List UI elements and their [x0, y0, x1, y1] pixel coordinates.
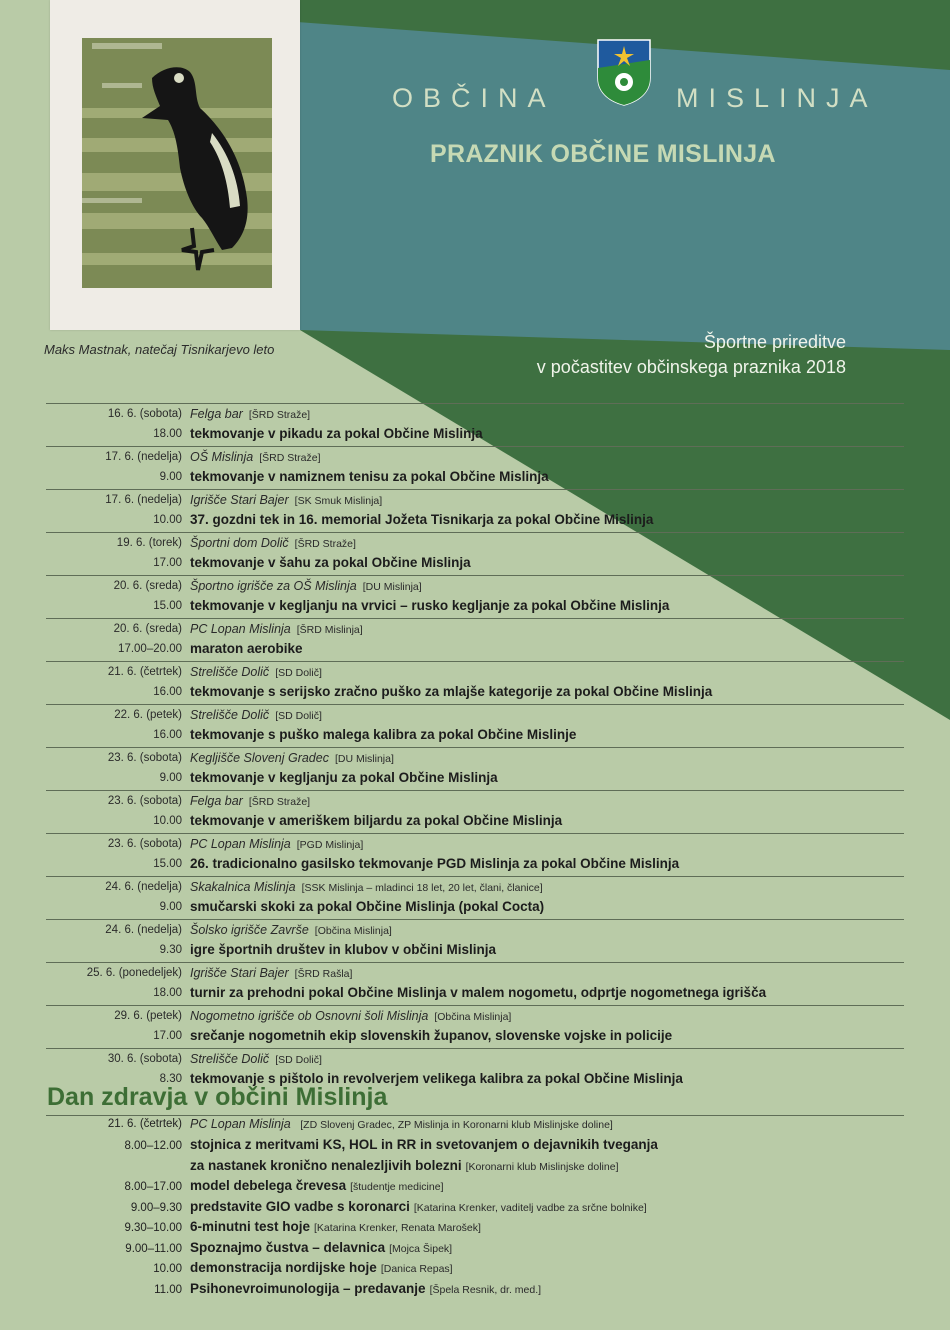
- event-date: 22. 6. (petek): [114, 709, 182, 721]
- program-activity-title: Psihonevroimunologija – predavanje: [190, 1280, 426, 1296]
- event-row: [46, 532, 904, 574]
- event-title: smučarski skoki za pokal Občine Mislinja (pokal Cocta): [190, 899, 545, 914]
- event-date: 17. 6. (nedelja): [105, 451, 182, 463]
- event-venue: Igrišče Stari Bajer: [190, 966, 289, 980]
- event-venue: Nogometno igrišče ob Osnovni šoli Mislinja: [190, 1009, 429, 1023]
- event-location: [190, 837, 363, 851]
- health-day-location: [190, 1117, 613, 1131]
- event-time: 17.00: [153, 1030, 182, 1042]
- event-time: 15.00: [153, 600, 182, 612]
- program-activity-title: Spoznajmo čustva – delavnica: [190, 1239, 386, 1255]
- health-program-item: [46, 1240, 906, 1260]
- event-organizer: [SD Dolič]: [275, 1054, 322, 1066]
- event-title: tekmovanje v šahu za pokal Občine Mislinja: [190, 555, 471, 570]
- program-activity-presenter: [študentje medicine]: [350, 1181, 444, 1193]
- event-location: [190, 622, 363, 636]
- event-time: 15.00: [153, 858, 182, 870]
- event-time: 10.00: [153, 514, 182, 526]
- municipality-name-left: OBČINA: [392, 83, 556, 113]
- health-day-venue: PC Lopan Mislinja: [190, 1117, 291, 1131]
- event-location: [190, 536, 356, 550]
- event-list: [46, 403, 904, 1091]
- event-time: 9.00: [159, 772, 182, 784]
- program-activity: [190, 1219, 481, 1234]
- program-activity-presenter: [Danica Repas]: [380, 1263, 453, 1275]
- event-title: 26. tradicionalno gasilsko tekmovanje PGD Mislinja za pokal Občine Mislinja: [190, 856, 680, 871]
- event-row: [46, 1005, 904, 1047]
- health-day-organizer: [ZD Slovenj Gradec, ZP Mislinja in Koronarni klub Mislinjske doline]: [300, 1119, 613, 1131]
- event-venue: Strelišče Dolič: [190, 708, 270, 722]
- event-date: 23. 6. (sobota): [107, 795, 182, 807]
- event-location: [190, 966, 352, 980]
- event-location: [190, 794, 310, 808]
- event-date: 29. 6. (petek): [114, 1010, 182, 1022]
- event-organizer: [SSK Mislinja – mladinci 18 let, 20 let, člani, članice]: [301, 882, 543, 894]
- event-location: [190, 450, 321, 464]
- program-time: 9.00–11.00: [125, 1242, 182, 1255]
- event-row: [46, 790, 904, 832]
- program-activity: [190, 1240, 452, 1255]
- page-title: PRAZNIK OBČINE MISLINJA: [430, 140, 776, 168]
- event-title: turnir za prehodni pokal Občine Mislinja v malem nogometu, odprtje nogometnega igrišča: [190, 985, 767, 1000]
- health-day-date: 21. 6. (četrtek): [107, 1118, 182, 1130]
- program-activity: [190, 1260, 453, 1275]
- event-title: tekmovanje v pikadu za pokal Občine Mislinja: [190, 426, 483, 441]
- health-program-item: [46, 1219, 906, 1239]
- program-activity-title: model debelega črevesa: [190, 1178, 347, 1193]
- event-row: [46, 403, 904, 445]
- event-date: 23. 6. (sobota): [107, 752, 182, 764]
- event-organizer: [ŠRD Rašla]: [294, 968, 353, 980]
- event-title: srečanje nogometnih ekip slovenskih županov, slovenske vojske in policije: [190, 1028, 673, 1043]
- event-time: 8.30: [159, 1073, 182, 1085]
- event-organizer: [SK Smuk Mislinja]: [294, 495, 383, 507]
- page-subtitle: [500, 330, 846, 380]
- event-date: 30. 6. (sobota): [107, 1053, 182, 1065]
- event-organizer: [ŠRD Straže]: [294, 538, 356, 550]
- health-program-item: [46, 1178, 906, 1198]
- municipality-name-right: MISLINJA: [676, 83, 878, 113]
- event-organizer: [SD Dolič]: [275, 710, 322, 722]
- event-row: [46, 876, 904, 918]
- event-row: [46, 618, 904, 660]
- event-date: 20. 6. (sreda): [113, 580, 182, 592]
- event-row: [46, 962, 904, 1004]
- event-time: 10.00: [153, 815, 182, 827]
- event-title: tekmovanje s puško malega kalibra za pokal Občine Mislinje: [190, 727, 577, 742]
- program-activity-presenter: [Mojca Šipek]: [389, 1242, 453, 1255]
- event-venue: Igrišče Stari Bajer: [190, 493, 289, 507]
- health-program-item: [46, 1137, 906, 1157]
- health-day-heading: Dan zdravja v občini Mislinja: [47, 1083, 388, 1111]
- event-row: [46, 661, 904, 703]
- event-organizer: [Občina Mislinja]: [434, 1011, 512, 1023]
- event-time: 9.00: [159, 471, 182, 483]
- event-location: [190, 751, 394, 765]
- event-organizer: [ŠRD Mislinja]: [296, 624, 363, 636]
- program-activity-title: 6-minutni test hoje: [190, 1219, 311, 1234]
- subtitle-line-1: Športne prireditve: [703, 332, 846, 352]
- program-activity: [190, 1281, 541, 1296]
- event-organizer: [PGD Mislinja]: [296, 839, 364, 851]
- event-location: [190, 407, 310, 421]
- program-time: 8.00–12.00: [124, 1140, 182, 1152]
- event-row: [46, 446, 904, 488]
- event-title: maraton aerobike: [190, 641, 303, 656]
- program-activity-presenter: [Koronarni klub Mislinjske doline]: [465, 1160, 619, 1173]
- event-title: tekmovanje v kegljanju za pokal Občine Mislinja: [190, 770, 498, 785]
- event-row: [46, 747, 904, 789]
- program-activity-presenter: [Špela Resnik, dr. med.]: [429, 1283, 542, 1296]
- program-time: 10.00: [153, 1263, 182, 1275]
- program-time: 8.00–17.00: [124, 1181, 182, 1193]
- event-row: [46, 833, 904, 875]
- event-date: 19. 6. (torek): [116, 537, 182, 549]
- program-activity: [190, 1137, 662, 1152]
- event-date: 21. 6. (četrtek): [107, 666, 182, 678]
- event-title: tekmovanje s serijsko zračno puško za mlajše kategorije za pokal Občine Mislinja: [190, 684, 713, 699]
- event-location: [190, 665, 322, 679]
- event-title: tekmovanje s pištolo in revolverjem velikega kalibra za pokal Občine Mislinja: [190, 1071, 683, 1086]
- event-title: tekmovanje v namiznem tenisu za pokal Občine Mislinja: [190, 469, 549, 484]
- event-location: [190, 880, 543, 894]
- event-title: 37. gozdni tek in 16. memorial Jožeta Tisnikarja za pokal Občine Mislinja: [190, 512, 654, 527]
- event-time: 16.00: [153, 686, 182, 698]
- event-time: 18.00: [153, 428, 182, 440]
- event-organizer: [ŠRD Straže]: [248, 796, 311, 808]
- event-date: 25. 6. (ponedeljek): [86, 967, 182, 979]
- event-location: [190, 708, 322, 722]
- program-time: 11.00: [154, 1283, 182, 1296]
- artwork-caption: Maks Mastnak, natečaj Tisnikarjevo leto: [44, 342, 275, 357]
- program-activity: [190, 1199, 647, 1214]
- event-organizer: [DU Mislinja]: [362, 581, 422, 593]
- event-title: tekmovanje v kegljanju na vrvici – rusko kegljanje za pokal Občine Mislinja: [190, 598, 670, 613]
- event-time: 9.30: [159, 944, 182, 956]
- event-date: 16. 6. (sobota): [107, 408, 182, 420]
- divider: [46, 1115, 904, 1116]
- event-time: 9.00: [159, 901, 182, 913]
- event-row: [46, 919, 904, 961]
- event-venue: Skakalnica Mislinja: [190, 880, 296, 894]
- event-venue: Športni dom Dolič: [190, 536, 289, 550]
- artwork-raven-print: [50, 0, 300, 330]
- event-organizer: [SD Dolič]: [275, 667, 322, 679]
- event-location: [190, 1009, 511, 1023]
- subtitle-line-2: v počastitev občinskega praznika 2018: [536, 357, 846, 377]
- program-activity: [190, 1158, 618, 1173]
- program-activity-presenter: [Katarina Krenker, vaditelj vadbe za srčne bolnike]: [413, 1201, 647, 1214]
- event-date: 24. 6. (nedelja): [105, 924, 182, 936]
- program-activity-title: stojnica z meritvami KS, HOL in RR in svetovanjem o dejavnikih tveganja: [190, 1137, 658, 1152]
- event-organizer: [DU Mislinja]: [334, 753, 394, 765]
- health-program-item: [46, 1158, 906, 1178]
- event-organizer: [ŠRD Straže]: [248, 409, 311, 421]
- program-activity-title: za nastanek kronično nenalezljivih bolezni: [190, 1157, 462, 1173]
- event-location: [190, 1052, 322, 1066]
- program-time: 9.30–10.00: [124, 1222, 182, 1234]
- event-venue: PC Lopan Mislinja: [190, 837, 291, 851]
- event-row: [46, 704, 904, 746]
- event-venue: Felga bar: [190, 407, 243, 421]
- event-row: [46, 489, 904, 531]
- event-venue: Strelišče Dolič: [190, 665, 270, 679]
- event-time: 17.00: [153, 557, 182, 569]
- event-venue: OŠ Mislinja: [190, 450, 254, 464]
- event-time: 16.00: [153, 729, 182, 741]
- event-location: [190, 923, 392, 937]
- program-activity: [190, 1178, 443, 1193]
- coat-of-arms-icon: [596, 38, 652, 111]
- health-program-item: [46, 1281, 906, 1301]
- event-venue: Strelišče Dolič: [190, 1052, 270, 1066]
- health-program-item: [46, 1260, 906, 1280]
- program-activity-title: predstavite GIO vadbe s koronarci: [190, 1198, 410, 1214]
- event-row: [46, 575, 904, 617]
- event-date: 20. 6. (sreda): [113, 623, 182, 635]
- event-organizer: [Občina Mislinja]: [314, 925, 392, 937]
- event-venue: Šolsko igrišče Završe: [190, 923, 309, 937]
- event-date: 24. 6. (nedelja): [105, 881, 182, 893]
- event-location: [190, 579, 422, 593]
- program-activity-presenter: [Katarina Krenker, Renata Marošek]: [314, 1222, 481, 1234]
- event-venue: Felga bar: [190, 794, 243, 808]
- event-time: 17.00–20.00: [118, 643, 182, 655]
- event-venue: Športno igrišče za OŠ Mislinja: [190, 579, 357, 593]
- event-date: 23. 6. (sobota): [107, 838, 182, 850]
- event-title: tekmovanje v ameriškem biljardu za pokal Občine Mislinja: [190, 813, 563, 828]
- event-venue: PC Lopan Mislinja: [190, 622, 291, 636]
- raven-icon: [82, 38, 272, 288]
- event-location: [190, 493, 382, 507]
- health-program-item: [46, 1199, 906, 1219]
- event-organizer: [ŠRD Straže]: [259, 452, 321, 464]
- event-date: 17. 6. (nedelja): [105, 494, 182, 506]
- event-venue: Kegljišče Slovenj Gradec: [190, 751, 329, 765]
- event-time: 18.00: [153, 987, 182, 999]
- event-title: igre športnih društev in klubov v občini Mislinja: [190, 942, 497, 957]
- program-activity-title: demonstracija nordijske hoje: [190, 1260, 377, 1275]
- program-time: 9.00–9.30: [130, 1201, 182, 1214]
